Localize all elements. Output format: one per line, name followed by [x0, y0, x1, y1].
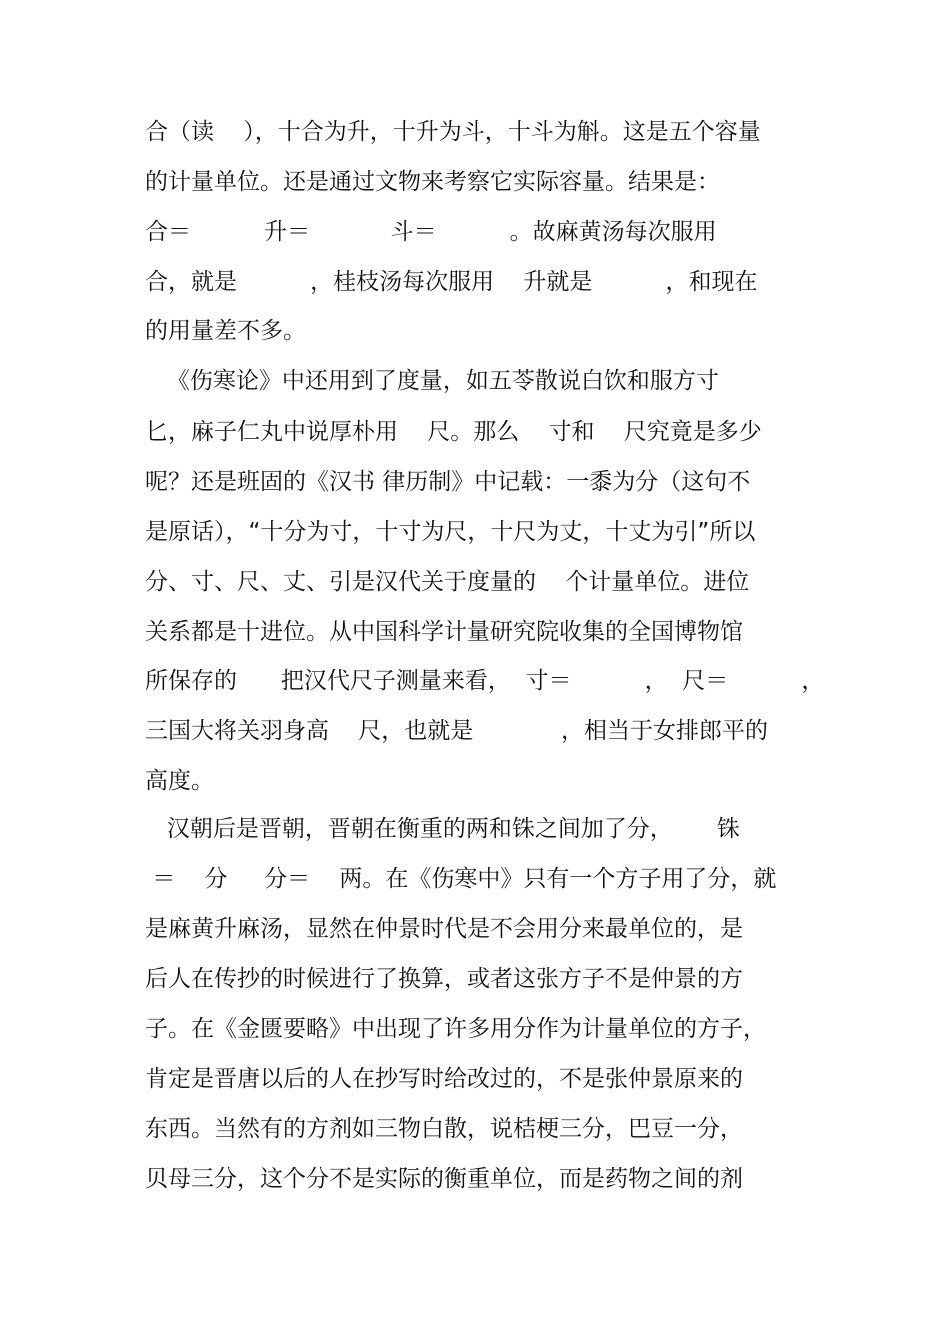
text-line: 所保存的 把汉代尺子测量来看， 寸＝ ， 尺＝ ，	[145, 668, 825, 694]
text-line: 的计量单位。还是通过文物来考察它实际容量。结果是：	[145, 169, 720, 195]
text-line: 《伤寒论》中还用到了度量，如五苓散说白饮和服方寸	[145, 368, 719, 394]
text-line: 呢？还是班固的《汉书 律历制》中记载：一黍为分（这句不	[145, 469, 751, 495]
text-line: 汉朝后是晋朝，晋朝在衡重的两和铢之间加了分， 铢	[145, 816, 740, 842]
text-line: 贝母三分，这个分不是实际的衡重单位，而是药物之间的剂	[145, 1166, 743, 1192]
text-line: 是麻黄升麻汤，显然在仲景时代是不会用分来最单位的，是	[145, 916, 743, 942]
text-line: 关系都是十进位。从中国科学计量研究院收集的全国博物馆	[145, 619, 743, 645]
text-line: 匕，麻子仁丸中说厚朴用 尺。那么 寸和 尺究竟是多少	[145, 419, 762, 445]
text-line: 分、寸、尺、丈、引是汉代关于度量的 个计量单位。进位	[145, 569, 750, 595]
text-line: 合（读 ），十合为升，十升为斗，十斗为斛。这是五个容量	[145, 119, 761, 145]
text-line: 合，就是 ，桂枝汤每次服用 升就是 ，和现在	[145, 269, 758, 295]
text-line: 东西。当然有的方剂如三物白散，说桔梗三分，巴豆一分，	[145, 1116, 743, 1142]
text-line: 合＝ 升＝ 斗＝ 。故麻黄汤每次服用	[145, 219, 717, 245]
text-line: 后人在传抄的时候进行了换算，或者这张方子不是仲景的方	[145, 966, 743, 992]
text-line: 三国大将关羽身高 尺，也就是 ，相当于女排郎平的	[145, 718, 768, 744]
text-line: 是原话），“十分为寸，十寸为尺，十尺为丈，十丈为引”所以	[145, 519, 756, 545]
text-line: 肯定是晋唐以后的人在抄写时给改过的，不是张仲景原来的	[145, 1066, 743, 1092]
text-line: 的用量差不多。	[145, 318, 306, 344]
text-line: 子。在《金匮要略》中出现了许多用分作为计量单位的方子，	[145, 1016, 766, 1042]
text-line: 高度。	[145, 768, 214, 794]
text-line: ＝ 分 分＝ 两。在《伤寒中》只有一个方子用了分，就	[145, 866, 777, 892]
